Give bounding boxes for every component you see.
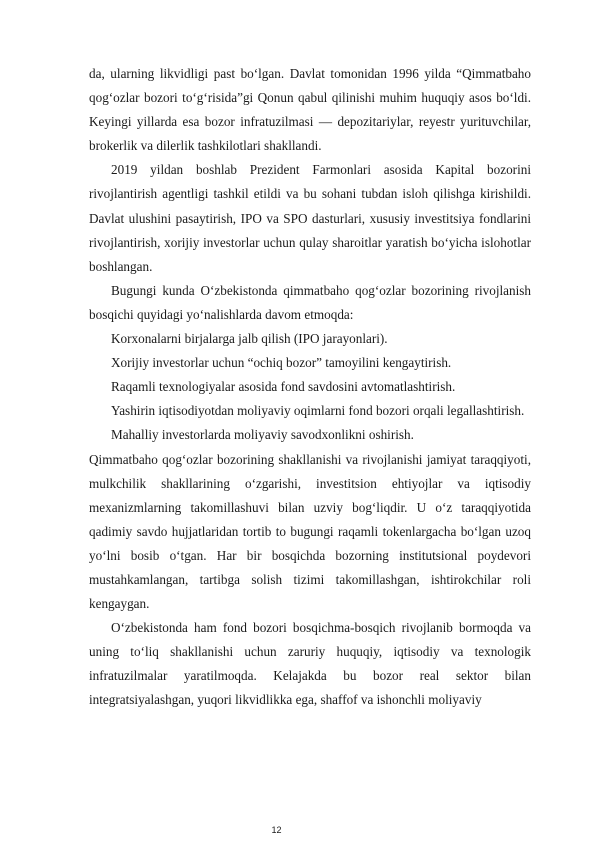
paragraph-current-stage: Bugungi kunda O‘zbekistonda qimmatbaho qog‘ozlar bozorining rivojlanish bosqichi quyidagi yo‘nalishlarda davom etmoqda: (89, 282, 531, 322)
list-item-open-market: Xorijiy investorlar uchun “ochiq bozor” tamoyilini kengaytirish. (111, 355, 452, 371)
paragraph-uzbekistan-outlook: O‘zbekistonda ham fond bozori bosqichma-bosqich rivojlanib bormoqda va uning to‘liq shakllanishi uchun zaruriy huquqiy, iqtisodiy va texnologik infratuzilmalar yaratilmoqda. Kelajakda bu bozor real sektor bilan integratsiyalashgan, yuqori likvidlikka ega, shaffof va ishonchli moliyaviy (89, 620, 531, 708)
document-body (89, 62, 531, 713)
list-item-financial-literacy: Mahalliy investorlarda moliyaviy savodxonlikni oshirish. (111, 427, 414, 443)
page-number: 12 (271, 825, 282, 835)
page-footer (0, 820, 595, 838)
list-item-ipo: Korxonalarni birjalarga jalb qilish (IPO jarayonlari). (111, 331, 388, 347)
paragraph-continuation: da, ularning likvidligi past bo‘lgan. Davlat tomonidan 1996 yilda “Qimmatbaho qog‘ozlar bozori to‘g‘risida”gi Qonun qabul qilinishi muhim huquqiy asos bo‘ldi. Keyingi yillarda esa bozor infratuzilmasi — depozitariylar, reyestr yurituvchilar, brokerlik va dilerlik tashkilotlari shakllandi. (89, 66, 531, 154)
paragraph-2019-reforms: 2019 yildan boshlab Prezident Farmonlari asosida Kapital bozorini rivojlantirish agentligi tashkil etildi va bu sohani tubdan isloh qilishga kirishildi. Davlat ulushini pasaytirish, IPO va SPO dasturlari, xususiy investitsiya fondlarini rivojlantirish, xorijiy investorlar uchun qulay sharoitlar yaratish bo‘yicha islohotlar boshlangan. (89, 162, 531, 274)
paragraph-market-development: Qimmatbaho qog‘ozlar bozorining shakllanishi va rivojlanishi jamiyat taraqqiyoti, mulkchilik shakllarining o‘zgarishi, investitsion ehtiyojlar va iqtisodiy mexanizmlarning takomillashuvi bilan uzviy bog‘liqdir. U o‘z taraqqiyotida qadimiy savdo hujjatlaridan tortib to bugungi raqamli tokenlargacha bo‘lgan uzoq yo‘lni bosib o‘tgan. Har bir bosqichda bozorning institutsional poydevori mustahkamlangan, tartibga solish tizimi takomillashgan, ishtirokchilar roli kengaygan. (89, 451, 531, 612)
list-item-digital-trading: Raqamli texnologiyalar asosida fond savdosini avtomatlashtirish. (111, 379, 456, 395)
list-item-legalization: Yashirin iqtisodiyotdan moliyaviy oqimlarni fond bozori orqali legallashtirish. (111, 403, 525, 419)
